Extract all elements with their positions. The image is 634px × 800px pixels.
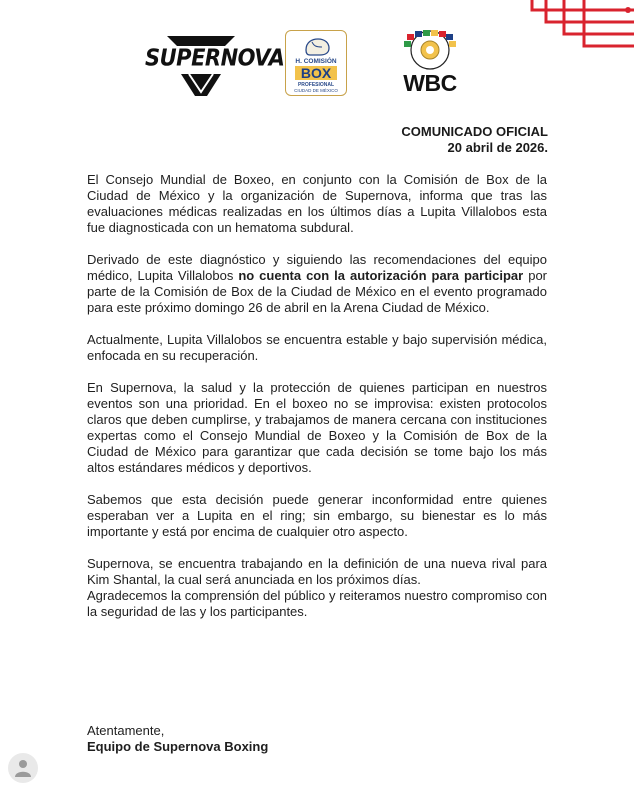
boxing-glove-icon [302,36,332,58]
paragraph-2 [87,252,547,316]
announcement-header [401,124,548,156]
commission-logo-line1: H. COMISIÓN [295,58,337,65]
belt-emblem-icon [401,28,459,72]
signature-closing: Atentamente, [87,723,165,738]
wbc-logo [395,28,465,98]
red-lines-decoration [524,0,634,68]
paragraph-7: Agradecemos la comprensión del público y reiteramos nuestro compromiso con la seguridad de las y los participantes. [87,588,547,619]
paragraph-2-end: por parte de la Comisión de Box de la Ciudad de México en el evento programado para este próximo domingo 26 de abril en la Arena Ciudad de México. [87,268,548,315]
commission-logo-line4: CIUDAD DE MÉXICO [294,88,338,93]
announcement-date: 20 abril de 2026. [447,140,548,155]
commission-logo-line3: PROFESIONAL [297,82,335,88]
paragraph-1: El Consejo Mundial de Boxeo, en conjunto con la Comisión de Box de la Ciudad de México y la organización de Supernova, informa que tras las evaluaciones médicas realizadas en los últimos días a Lupita Villalobos esta fue diagnosticada con un hematoma subdural. [87,172,547,235]
announcement-title: COMUNICADO OFICIAL [401,124,548,139]
paragraph-2-bold: no cuenta con la autorización para participar [238,268,524,283]
commission-logo [285,30,347,96]
wbc-logo-text: WBC [403,70,457,96]
commission-logo-line2: BOX [295,66,337,80]
paragraph-2-start: Derivado de este diagnóstico y siguiendo las recomendaciones del equipo médico, Lupita Villalobos [87,252,547,283]
supernova-logo [145,34,285,92]
announcement-body [87,172,547,636]
signature-team: Equipo de Supernova Boxing [87,739,269,754]
user-avatar-icon[interactable] [8,753,38,783]
paragraph-6: Supernova, se encuentra trabajando en la definición de una nueva rival para Kim Shantal, la cual será anunciada en los próximos días. [87,556,547,587]
supernova-logo-text: SUPERNOVA [145,44,285,72]
paragraph-5: Sabemos que esta decisión puede generar inconformidad entre quienes esperaban ver a Lupita en el ring; sin embargo, su bienestar es lo más importante y está por encima de cualquier otro aspecto. [87,492,547,539]
paragraph-3: Actualmente, Lupita Villalobos se encuentra estable y bajo supervisión médica, enfocada en su recuperación. [87,332,547,363]
logo-row [140,28,480,100]
signature [87,723,268,755]
paragraph-4: En Supernova, la salud y la protección de quienes participan en nuestros eventos son una prioridad. En el boxeo no se improvisa: existen protocolos claros que deben cumplirse, y trabajamos de manera cercana con instituciones expertas como el Consejo Mundial de Boxeo y la Comisión de Box de la Ciudad de México para garantizar que cada decisión se tome bajo los más altos estándares médicos y deportivos. [87,380,547,475]
